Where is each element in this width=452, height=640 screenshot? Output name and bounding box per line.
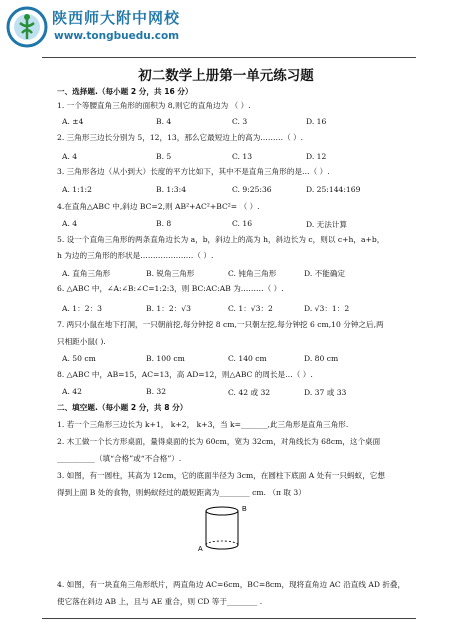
q6-option-d: D. √3：1：2 <box>304 304 350 313</box>
q8-option-c: C. 42 或 32 <box>228 388 271 397</box>
logo-url: www.tongbuedu.com <box>54 30 180 42</box>
fill-question-3-line1: 3. 如图，有一圆柱，其高为 12cm，它的底面半径为 3cm，在圆柱下底面 A 处有一只蚂蚁，它想 <box>57 471 385 480</box>
q5-option-b: B. 锐角三角形 <box>146 269 195 278</box>
q3-option-a: A. 1:1:2 <box>62 185 92 194</box>
fill-question-4-line2: 使它落在斜边 AB 上，且与 AE 重合，则 CD 等于________ . <box>57 597 263 606</box>
fill-question-2-line1: 2. 木工做一个长方形桌面，量得桌面的长为 60cm，宽为 32cm，对角线长为 68cm，这个桌面 <box>57 437 381 446</box>
q7-option-b: B. 100 cm <box>146 354 185 363</box>
q3-option-c: C. 9:25:36 <box>232 185 272 194</box>
q8-option-a: A. 42 <box>62 387 82 396</box>
header-divider <box>42 57 416 58</box>
q2-option-a: A. 4 <box>62 152 78 161</box>
question-6: 6. △ABC 中，∠A:∠B:∠C=1:2:3，则 BC:AC:AB 为………（ ）. <box>57 284 284 293</box>
logo-title: 陕西师大附中网校 <box>52 9 181 27</box>
q7-option-c: C. 140 cm <box>228 354 267 363</box>
q7-option-d: D. 80 cm <box>304 354 339 363</box>
question-1: 1. 一个等腰直角三角形的面积为 8,则它的直角边为 （ ）. <box>57 101 251 110</box>
q3-option-d: D. 25:144:169 <box>306 185 361 194</box>
q2-option-d: D. 12 <box>306 152 327 161</box>
question-3: 3. 三角形各边（从小到大）长度的平方比如下，其中不是直角三角形的是…（ ）. <box>57 167 330 176</box>
q6-option-a: A. 1：2：3 <box>62 304 102 313</box>
fill-question-1: 1. 若一个三角形三边长为 k+1， k+2， k+3，当 k=_______,此三角形是直角三角形. <box>57 420 349 429</box>
q1-option-a: A. ±4 <box>62 117 84 126</box>
q4-option-c: C. 16 <box>232 219 253 228</box>
school-logo-icon <box>6 5 48 49</box>
q5-option-d: D. 不能确定 <box>304 269 346 278</box>
page-title: 初二数学上册第一单元练习题 <box>138 68 314 84</box>
point-a-label: A <box>198 546 203 553</box>
q1-option-b: B. 4 <box>156 117 172 126</box>
question-7-line2: 只相距小鼠( ). <box>57 337 106 346</box>
section-choice-heading: 一、选择题.（每小题 2 分，共 16 分） <box>57 87 193 96</box>
q6-option-b: B. 1：2：√3 <box>146 304 191 313</box>
cylinder-figure <box>196 503 252 553</box>
question-5-line1: 5. 设一个直角三角形的两条直角边长为 a，b，斜边上的高为 h，斜边长为 c，则以 c+h，a+b， <box>57 235 385 244</box>
q6-option-c: C. 1：√3：2 <box>228 304 273 313</box>
question-8: 8. △ABC 中，AB=15，AC=13，高 AD=12，则△ABC 的周长是…（ ）. <box>57 370 313 379</box>
q4-option-a: A. 4 <box>62 219 78 228</box>
q1-option-c: C. 3 <box>232 117 248 126</box>
q3-option-b: B. 1:3:4 <box>156 185 187 194</box>
question-2: 2. 三角形三边长分别为 5，12，13，那么它最短边上的高为………（ ）. <box>57 133 304 142</box>
q5-option-a: A. 直角三角形 <box>62 269 111 278</box>
section-fill-heading: 二、填空题.（每小题 2 分，共 8 分） <box>57 403 188 412</box>
q8-option-d: D. 37 或 33 <box>304 388 347 397</box>
footer-divider <box>42 618 416 619</box>
q7-option-a: A. 50 cm <box>62 354 96 363</box>
q4-option-d: D. 无法计算 <box>306 220 348 229</box>
page-header <box>0 0 452 58</box>
question-4: 4.在直角△ABC 中,斜边 BC=2,则 AB²+AC²+BC²= （ ）. <box>57 202 260 211</box>
q1-option-d: D. 16 <box>306 117 327 126</box>
q4-option-b: B. 8 <box>156 219 172 228</box>
question-7-line1: 7. 两只小鼠在地下打洞，一只朝前挖,每分钟挖 8 cm,一只朝左挖,每分钟挖 6 cm,10 分钟之后,两 <box>57 320 384 329</box>
point-b-label: B <box>242 506 247 513</box>
q5-option-c: C. 钝角三角形 <box>228 269 277 278</box>
fill-question-3-line2: 得到上面 B 处的食物，则蚂蚁经过的最短距离为________ cm. （π 取 3） <box>57 488 306 497</box>
q2-option-b: B. 5 <box>156 152 172 161</box>
fill-question-4-line1: 4. 如图，有一块直角三角形纸片，两直角边 AC=6cm，BC=8cm，现将直角边 AC 沿直线 AD 折叠， <box>57 580 406 589</box>
q2-option-c: C. 13 <box>232 152 253 161</box>
question-5-line2: h 为边的三角形的形状是…………………（ ）. <box>57 251 214 260</box>
q8-option-b: B. 32 <box>146 387 167 396</box>
fill-question-2-line2: __________（填“合格”或“不合格”）. <box>57 454 182 463</box>
